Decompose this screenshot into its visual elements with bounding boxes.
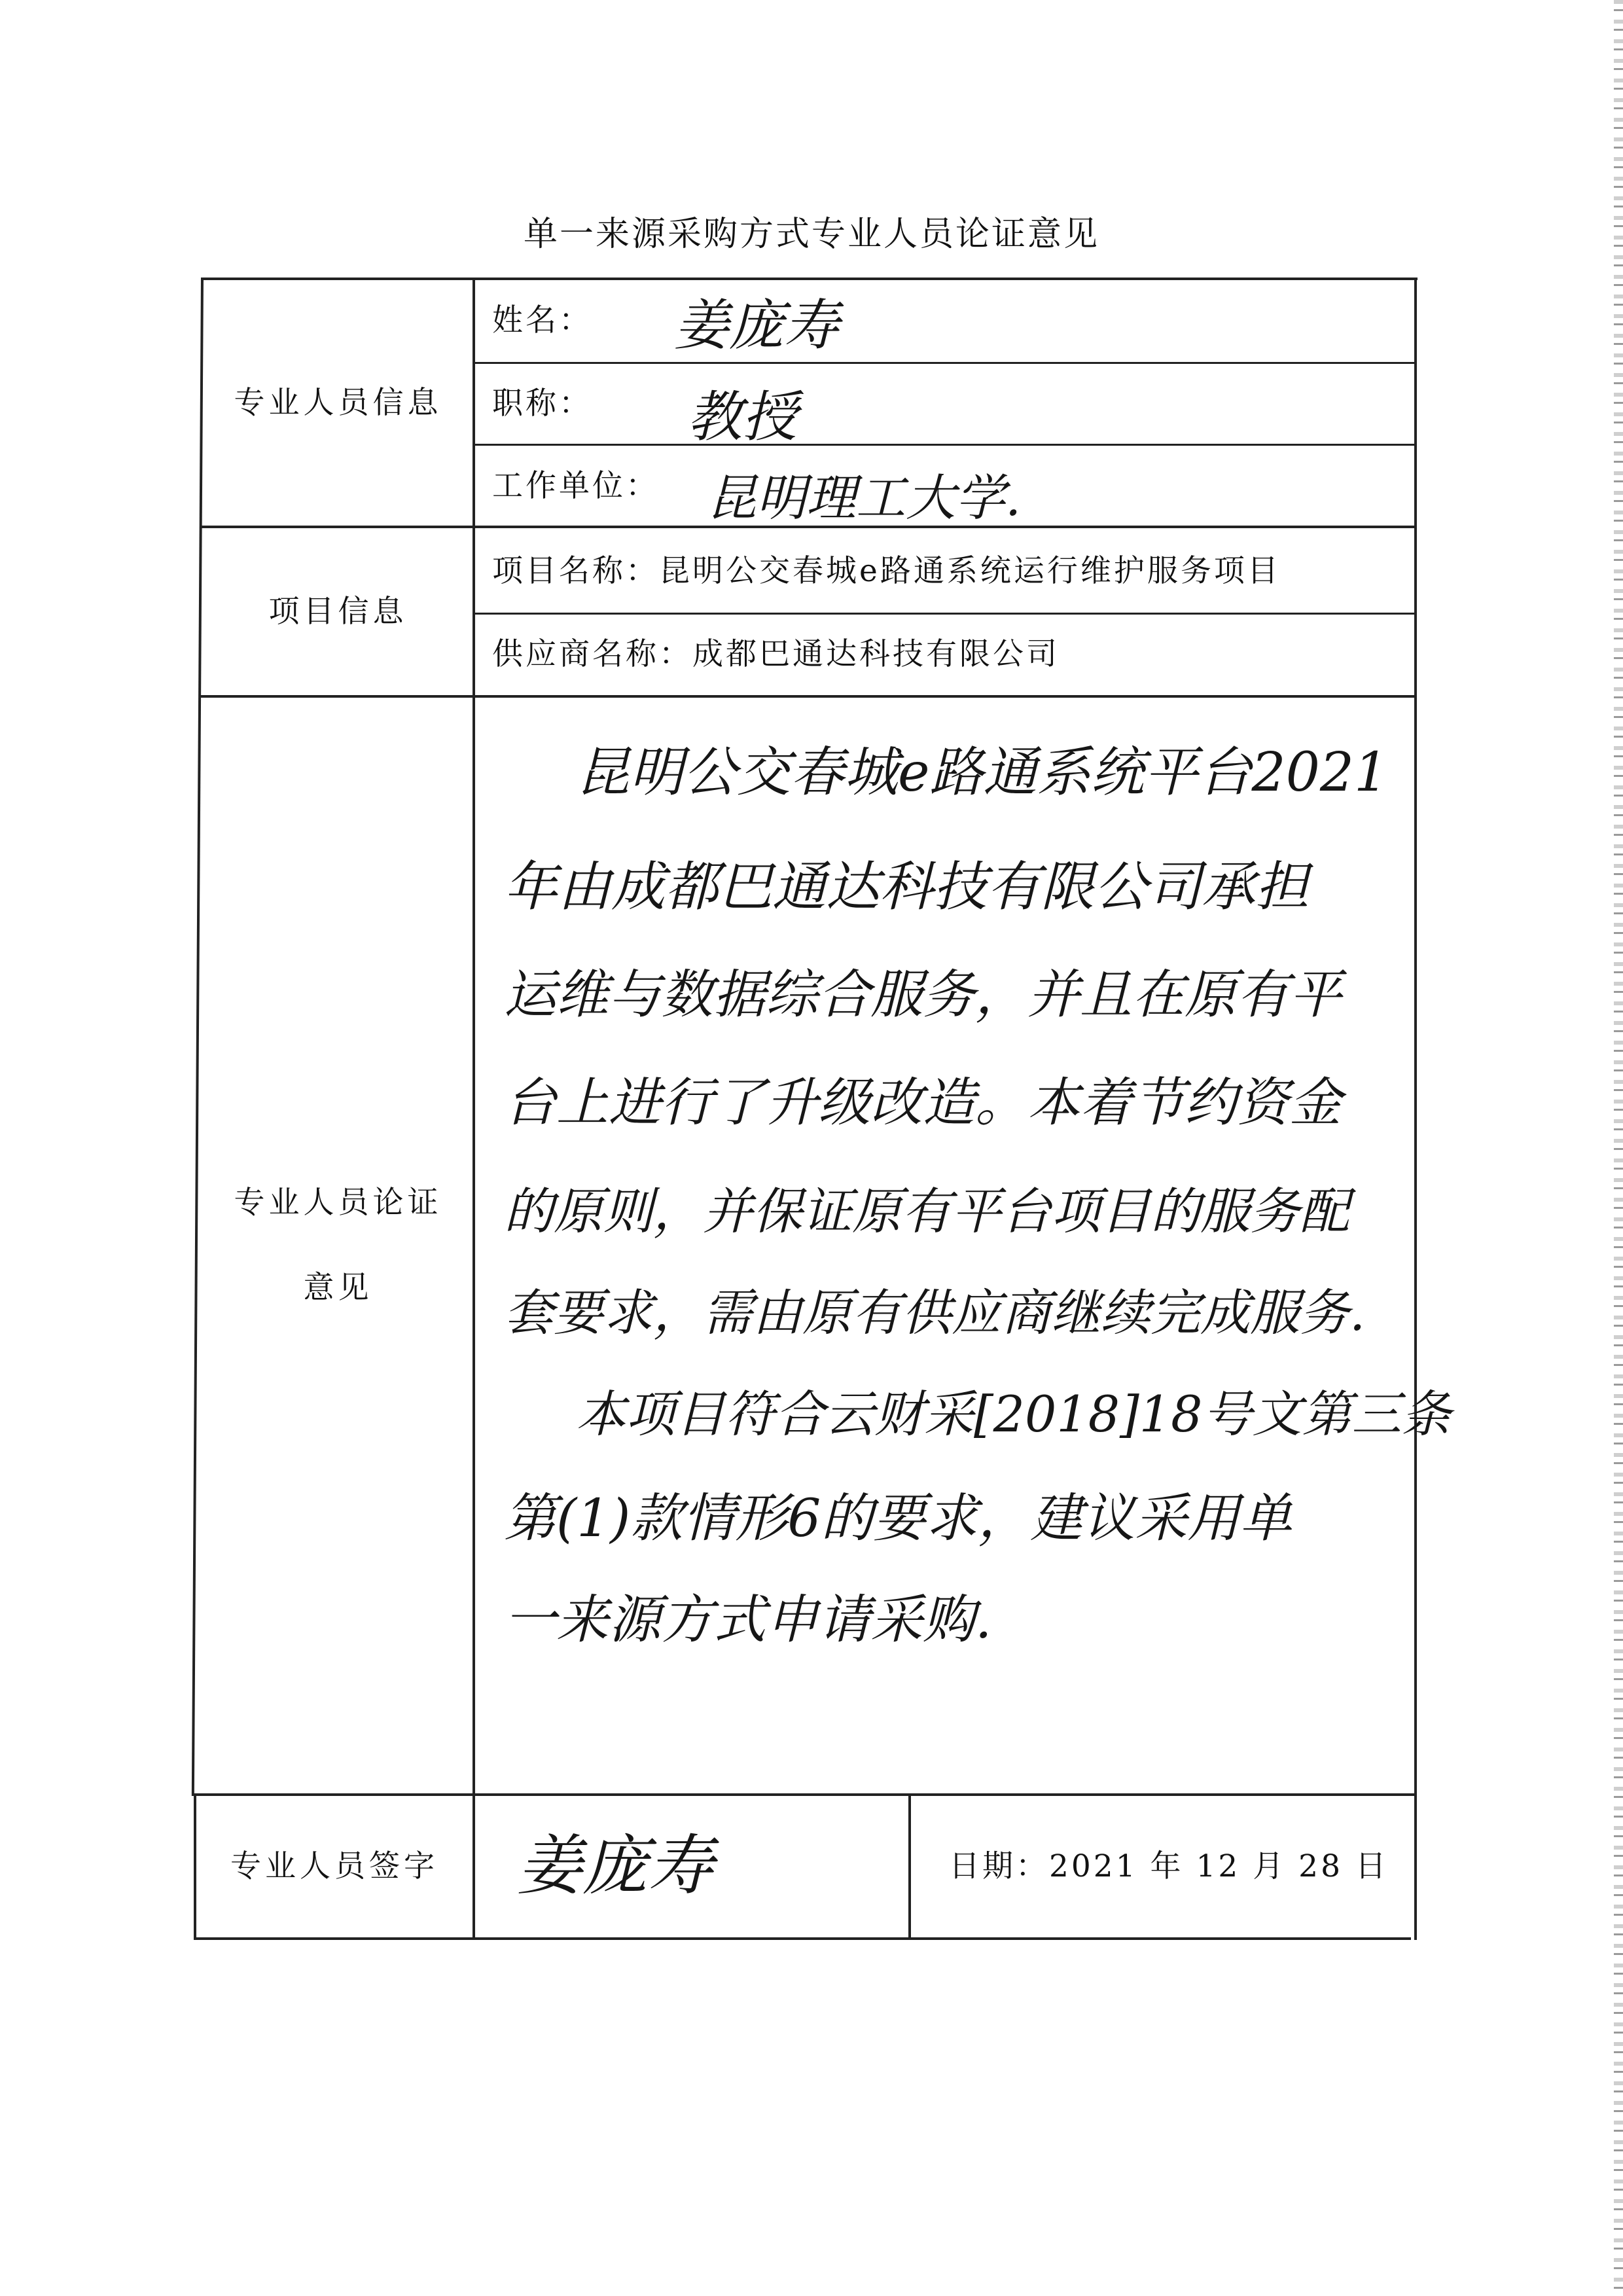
opinion-line-9: 一来源方式申请采购.	[504, 1589, 992, 1650]
title-label: 职称：	[492, 386, 592, 422]
title-handwritten: 教授	[687, 385, 798, 449]
project-name-label: 项目名称：	[492, 553, 659, 589]
date-label: 日期：	[949, 1848, 1049, 1884]
row-divider-name	[473, 362, 1417, 364]
date-row	[949, 1847, 1389, 1886]
table-border-bottom	[194, 1937, 1411, 1940]
name-label: 姓名：	[492, 302, 592, 338]
opinion-line-2: 年由成都巴通达科技有限公司承担	[504, 856, 1309, 918]
employer-label: 工作单位：	[492, 468, 659, 504]
document-title: 单一来源采购方式专业人员论证意见	[523, 215, 1099, 254]
opinion-line-7: 本项目符合云财采[2018]18号文第三条	[576, 1385, 1452, 1443]
opinion-line-6: 套要求，需由原有供应商继续完成服务.	[504, 1283, 1366, 1342]
row-divider-project	[473, 613, 1417, 615]
expert-info-label: 专业人员信息	[234, 384, 442, 421]
supplier-row	[492, 635, 1060, 674]
project-info-label: 项目信息	[268, 593, 408, 630]
signature-date-divider	[908, 1793, 911, 1940]
opinion-line-3: 运维与数据综合服务，并且在原有平	[504, 964, 1342, 1025]
opinion-line-5: 的原则，并保证原有平台项目的服务配	[504, 1182, 1349, 1240]
project-name-row	[492, 552, 1281, 591]
signature-handwritten: 姜庞寿	[517, 1827, 713, 1904]
row-divider-title	[473, 444, 1417, 446]
scan-edge	[1614, 0, 1623, 2296]
date-value: 2021 年 12 月 28 日	[1049, 1848, 1389, 1884]
project-name-value: 昆明公交春城e路通系统运行维护服务项目	[659, 553, 1281, 589]
supplier-value: 成都巴通达科技有限公司	[692, 636, 1060, 672]
opinion-label-line1: 专业人员论证	[234, 1185, 442, 1221]
name-handwritten: 姜庞寿	[674, 293, 840, 357]
opinion-line-4: 台上进行了升级改造。本着节约资金	[504, 1072, 1342, 1133]
table-border-left	[192, 278, 204, 1796]
opinion-line-8: 第(1)款情形6的要求，建议采用单	[504, 1488, 1293, 1549]
supplier-label: 供应商名称：	[492, 636, 692, 672]
opinion-line-1: 昆明公交春城e路通系统平台2021	[576, 742, 1389, 804]
signature-label: 专业人员签字	[230, 1848, 438, 1884]
opinion-label-line2: 意见	[303, 1270, 373, 1306]
employer-handwritten: 昆明理工大学.	[707, 469, 1022, 527]
opinion-label	[204, 698, 473, 1793]
